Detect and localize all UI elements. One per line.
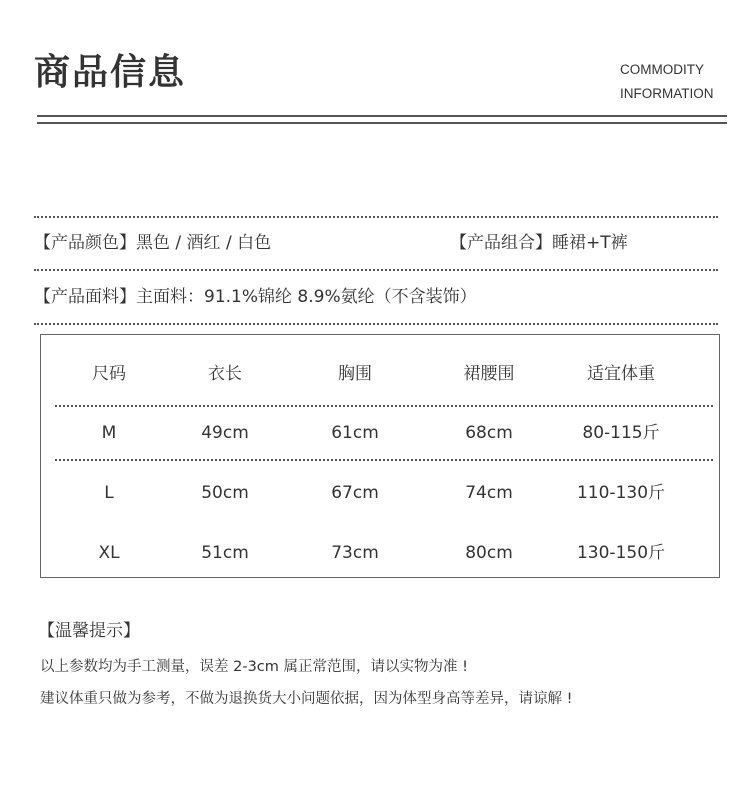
cell-waist: 80cm — [465, 543, 513, 563]
tip-line-2: 建议体重只做为参考，不做为退换货大小问题依据，因为体型身高等差异，请谅解 ! — [40, 691, 573, 707]
cell-bust: 73cm — [331, 543, 379, 563]
combo-value: 睡裙+T裤 — [552, 233, 628, 253]
color-info — [34, 230, 271, 256]
subtitle-line-2: INFORMATION — [620, 86, 714, 101]
cell-size: L — [104, 483, 114, 503]
tip-line-1: 以上参数均为手工测量，误差 2-3cm 属正常范围，请以实物为准 ! — [40, 659, 468, 675]
dotted-divider — [34, 323, 718, 325]
cell-waist: 74cm — [465, 483, 513, 503]
cell-length: 51cm — [201, 543, 249, 563]
table-divider — [55, 405, 713, 407]
table-row — [41, 538, 719, 568]
header-length: 衣长 — [208, 364, 242, 384]
cell-waist: 68cm — [465, 423, 513, 443]
color-label: 【产品颜色】 — [34, 233, 136, 253]
table-divider — [55, 459, 713, 461]
dotted-divider — [34, 216, 718, 218]
fabric-value: 主面料：91.1%锦纶 8.9%氨纶（不含装饰） — [136, 287, 477, 307]
size-table — [40, 334, 720, 578]
header-bust: 胸围 — [338, 364, 372, 384]
table-row — [41, 478, 719, 508]
page-title: 商品信息 — [34, 52, 187, 93]
cell-weight: 110-130斤 — [576, 483, 666, 503]
fabric-label: 【产品面料】 — [34, 287, 136, 307]
header-waist: 裙腰围 — [463, 364, 515, 384]
fabric-info — [34, 284, 477, 310]
cell-weight: 130-150斤 — [576, 543, 666, 563]
color-value: 黑色 / 酒红 / 白色 — [136, 233, 272, 253]
subtitle-line-1: COMMODITY — [620, 62, 704, 77]
combo-info — [450, 230, 628, 256]
combo-label: 【产品组合】 — [450, 233, 552, 253]
tips-title: 【温馨提示】 — [38, 621, 140, 641]
header-rule-bottom — [37, 122, 727, 124]
header-weight: 适宜体重 — [587, 364, 655, 384]
header-size: 尺码 — [92, 364, 126, 384]
table-header-row — [41, 359, 719, 389]
cell-size: M — [101, 423, 117, 443]
dotted-divider — [34, 269, 718, 271]
cell-weight: 80-115斤 — [582, 423, 660, 443]
header-rule-top — [37, 115, 727, 117]
table-row — [41, 418, 719, 448]
page-subtitle — [620, 58, 714, 106]
cell-bust: 61cm — [331, 423, 379, 443]
cell-length: 50cm — [201, 483, 249, 503]
cell-size: XL — [98, 543, 120, 563]
cell-length: 49cm — [201, 423, 249, 443]
cell-bust: 67cm — [331, 483, 379, 503]
